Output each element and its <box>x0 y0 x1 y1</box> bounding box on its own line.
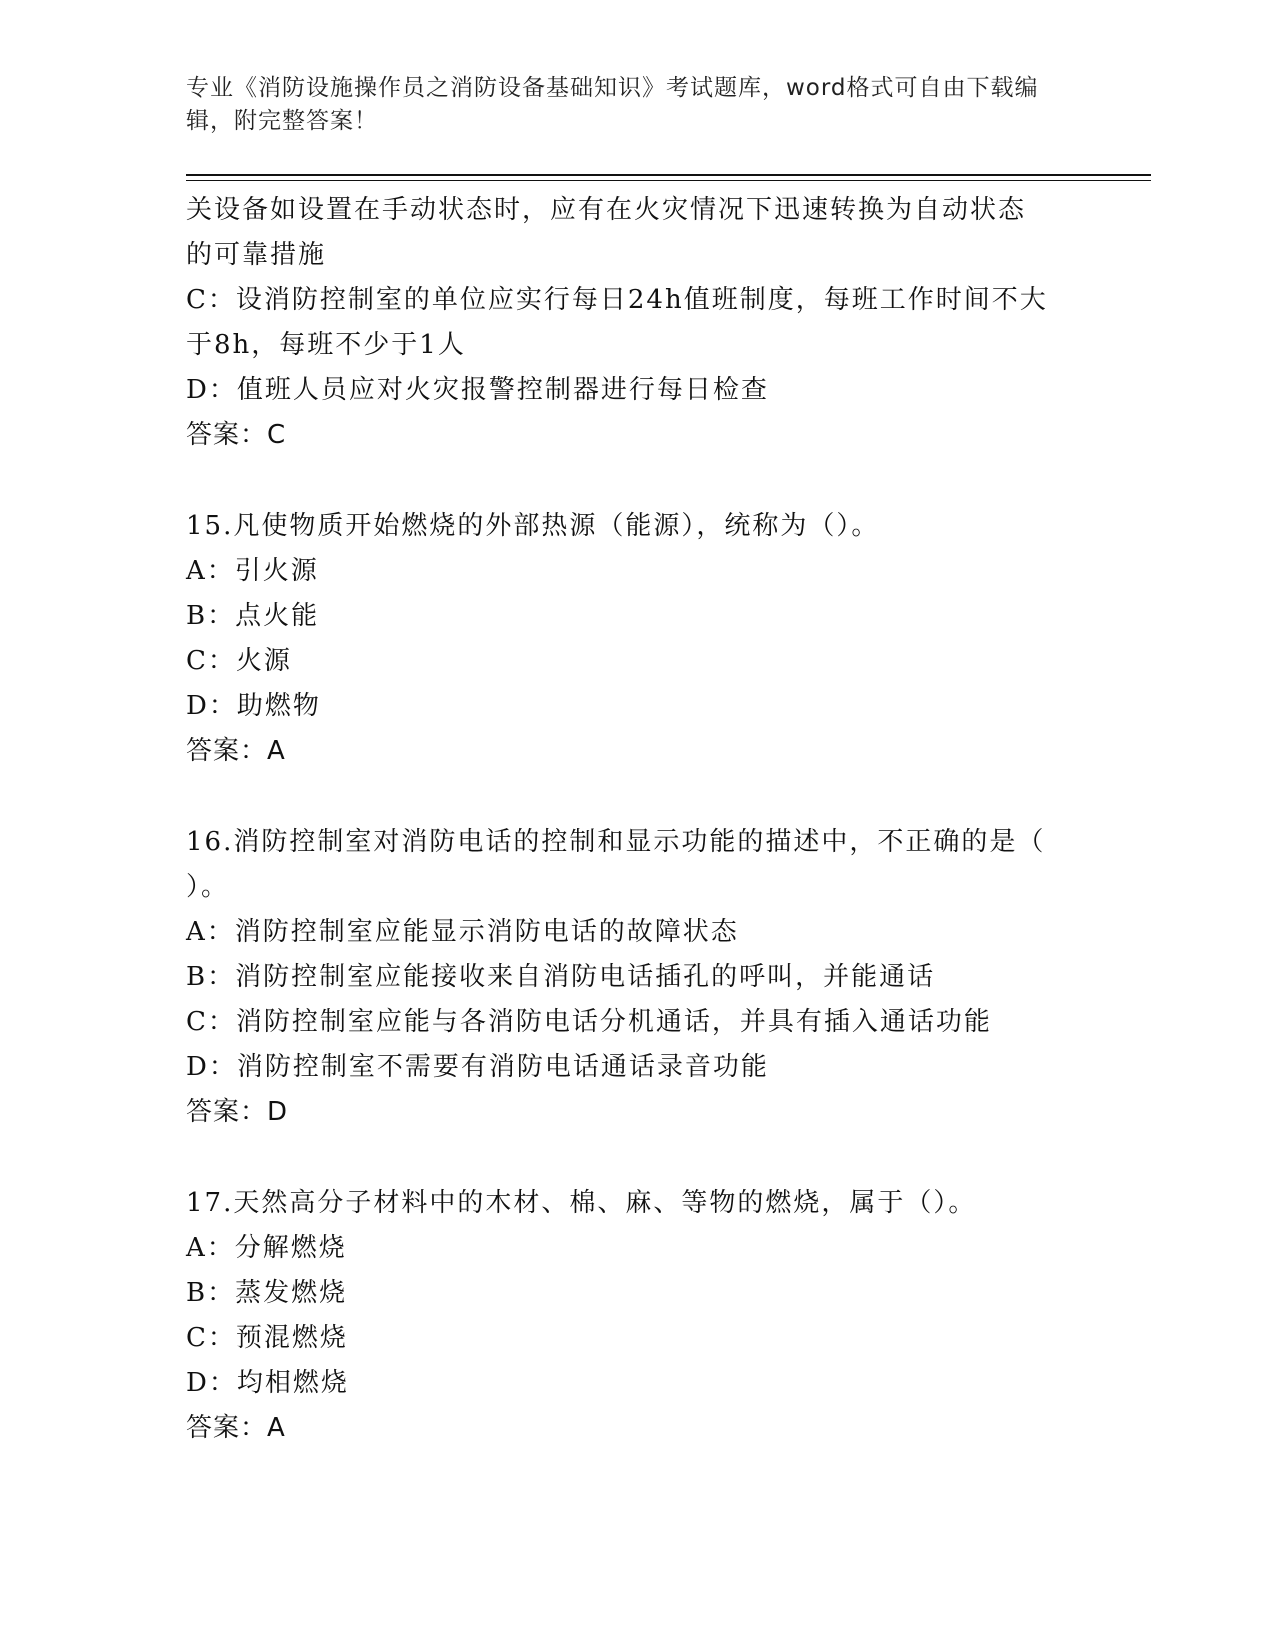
option-c: C：火源 <box>186 646 292 676</box>
option-b: B：点火能 <box>186 601 320 631</box>
question-stem: 16.消防控制室对消防电话的控制和显示功能的描述中，不正确的是（ <box>186 827 1046 857</box>
answer-line: 答案：C <box>186 420 287 450</box>
option-a: A：分解燃烧 <box>186 1233 347 1263</box>
question-body <box>186 188 1086 1451</box>
answer-line: 答案：A <box>186 736 286 766</box>
question-stem: 15.凡使物质开始燃烧的外部热源（能源），统称为（）。 <box>186 511 880 541</box>
continued-question <box>186 188 1086 458</box>
option-d: D：均相燃烧 <box>186 1368 349 1398</box>
answer-line: 答案：A <box>186 1413 286 1443</box>
option-d: D：消防控制室不需要有消防电话通话录音功能 <box>186 1052 769 1082</box>
continued-line: D：值班人员应对火灾报警控制器进行每日检查 <box>186 375 769 405</box>
question-15 <box>186 504 1086 774</box>
option-d: D：助燃物 <box>186 691 321 721</box>
header-rule-thin <box>186 180 1151 181</box>
option-c: C：消防控制室应能与各消防电话分机通话，并具有插入通话功能 <box>186 1007 992 1037</box>
question-17 <box>186 1181 1086 1451</box>
continued-line: 的可靠措施 <box>186 240 327 270</box>
option-a: A：引火源 <box>186 556 319 586</box>
question-16 <box>186 820 1086 1135</box>
continued-line: 于8h，每班不少于1人 <box>186 330 466 360</box>
header-line-1: 专业《消防设施操作员之消防设备基础知识》考试题库，word格式可自由下载编 <box>186 75 1039 101</box>
question-stem-cont: ）。 <box>186 872 230 902</box>
question-stem: 17.天然高分子材料中的木材、棉、麻、等物的燃烧，属于（）。 <box>186 1188 977 1218</box>
continued-line: C：设消防控制室的单位应实行每日24h值班制度，每班工作时间不大 <box>186 285 1048 315</box>
option-b: B：消防控制室应能接收来自消防电话插孔的呼叫，并能通话 <box>186 962 936 992</box>
header-rule <box>186 174 1151 176</box>
option-c: C：预混燃烧 <box>186 1323 348 1353</box>
continued-line: 关设备如设置在手动状态时，应有在火灾情况下迅速转换为自动状态 <box>186 195 1027 225</box>
option-a: A：消防控制室应能显示消防电话的故障状态 <box>186 917 739 947</box>
answer-line: 答案：D <box>186 1097 289 1127</box>
page-header <box>186 72 1066 138</box>
option-b: B：蒸发燃烧 <box>186 1278 348 1308</box>
header-line-2: 辑，附完整答案！ <box>186 108 378 134</box>
